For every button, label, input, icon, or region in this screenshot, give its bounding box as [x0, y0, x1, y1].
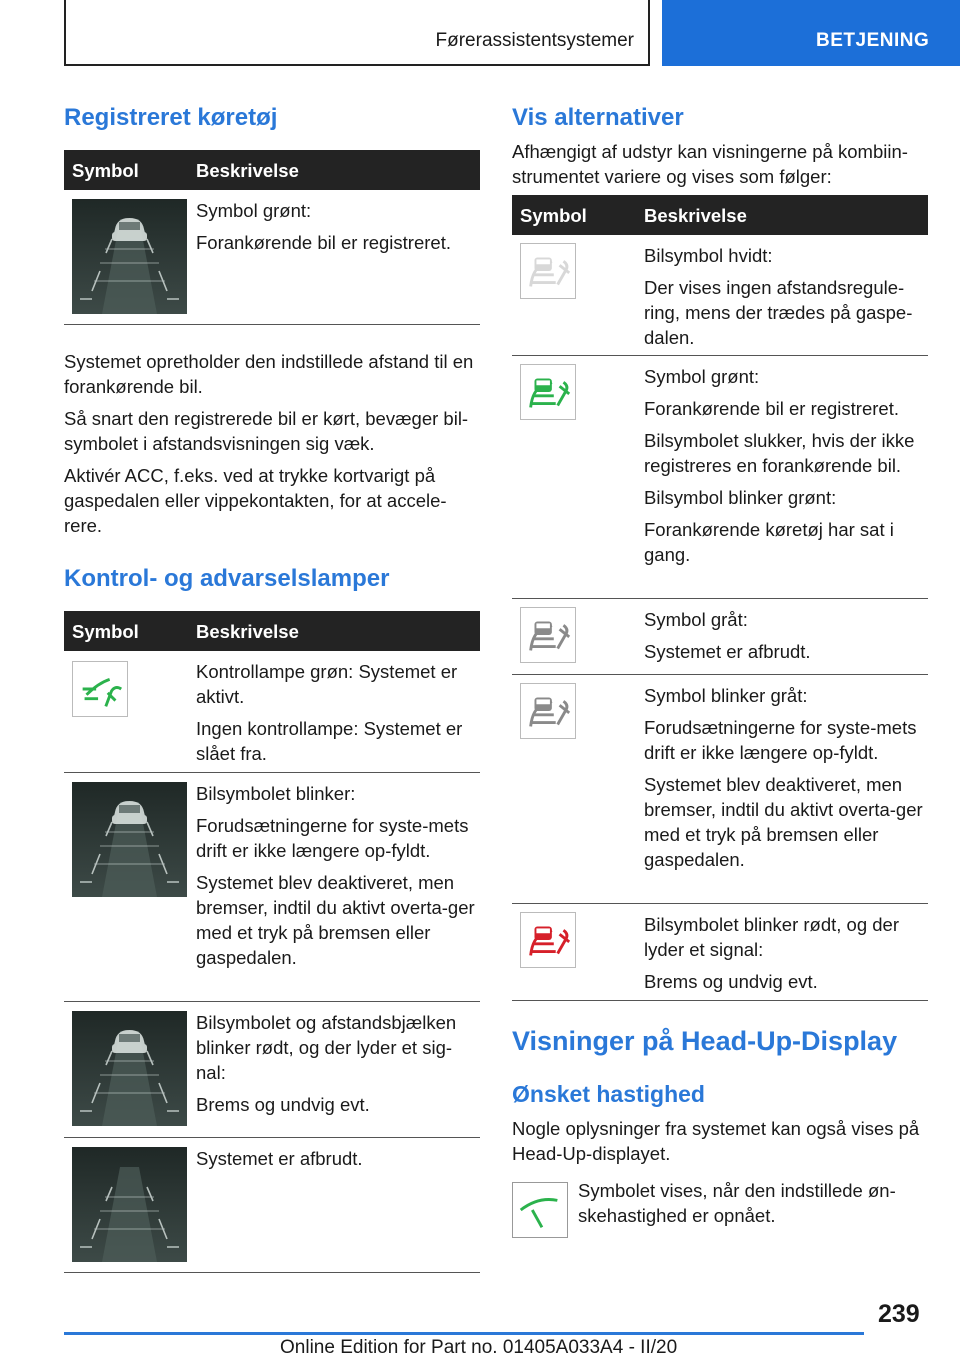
row-description: [196, 659, 480, 773]
road-scene-car-icon: [72, 782, 187, 897]
desc-line: Symbol gråt:: [644, 609, 748, 630]
desc-line: Systemet blev deaktiveret, men bremser, indtil du aktivt overta-ger med et tryk på bremsen eller gaspedalen.: [644, 774, 923, 870]
desc-line: Kontrollampe grøn: Systemet er aktivt.: [196, 661, 458, 707]
row-description: [644, 607, 928, 671]
speed-reached-icon: [512, 1182, 568, 1243]
table-row: [512, 675, 928, 904]
hud-icon-description: Symbolet vises, når den indstillede øn-skehastighed er opnået.: [578, 1180, 896, 1226]
desc-line: Der vises ingen afstandsregule-ring, mens der trædes på gaspe-dalen.: [644, 277, 913, 348]
table-row: [64, 651, 480, 773]
desc-line: Forudsætningerne for syste-mets drift er ikke længere op-fyldt.: [644, 717, 917, 763]
desc-line: Systemet er afbrudt.: [644, 641, 811, 662]
running-header: [64, 0, 650, 66]
desc-line: Bilsymbol hvidt:: [644, 245, 773, 266]
col-symbol: Symbol: [520, 205, 587, 226]
road-scene-car-icon: [72, 199, 187, 314]
desc-line: Symbol blinker gråt:: [644, 685, 808, 706]
road-scene-empty-icon: [72, 1147, 187, 1262]
footer-edition: Online Edition for Part no. 01405A033A4 - II/20: [280, 1337, 678, 1358]
footer-divider: [64, 1332, 864, 1335]
heading-desired-speed: Ønsket hastighed: [512, 1081, 705, 1107]
desc-line: Forankørende køretøj har sat i gang.: [644, 519, 894, 565]
row-description: [644, 243, 928, 357]
col-description: Beskrivelse: [196, 621, 299, 642]
table-row: [512, 599, 928, 675]
table-row: [64, 190, 480, 325]
row-description: [196, 1010, 480, 1124]
road-scene-car-icon: [72, 1011, 187, 1126]
acc-car-green-icon: [520, 364, 576, 420]
heading-lamps: Kontrol- og advarselslamper: [64, 565, 390, 592]
acc-green-icon: [72, 661, 128, 717]
row-description: [196, 198, 480, 262]
table-registered-vehicle: [64, 150, 480, 325]
row-description: [644, 364, 928, 574]
body-text: [64, 349, 480, 545]
table-row: [512, 235, 928, 356]
heading-display-alternatives: Vis alternativer: [512, 104, 684, 131]
desc-line: Brems og undvig evt.: [644, 971, 818, 992]
table-row: [64, 773, 480, 1002]
table-lamps: [64, 611, 480, 1273]
row-description: [196, 1146, 480, 1178]
desc-line: Systemet blev deaktiveret, men bremser, indtil du aktivt overta-ger med et tryk på bremsen eller gaspedalen.: [196, 872, 475, 968]
heading-registered-vehicle: Registreret køretøj: [64, 104, 278, 131]
desc-line: Brems og undvig evt.: [196, 1094, 370, 1115]
table-header: [64, 150, 480, 190]
chapter-tab: [662, 0, 960, 66]
hud-text: Nogle oplysninger fra systemet kan også vises på Head-Up-displayet.: [512, 1118, 920, 1164]
acc-car-gray-icon: [520, 607, 576, 663]
heading-head-up-display: Visninger på Head-Up-Display: [512, 1026, 898, 1056]
acc-car-red-icon: [520, 912, 576, 968]
intro-text: Afhængigt af udstyr kan visningerne på kombiin-strumentet variere og vises som følger:: [512, 141, 908, 187]
row-description: [644, 683, 928, 879]
chapter-tab-label: BETJENING: [816, 30, 930, 51]
paragraph: Så snart den registrerede bil er kørt, bevæger bil-symbolet i afstandsvisningen sig væk.: [64, 408, 469, 454]
paragraph: Systemet opretholder den indstillede afstand til en forankørende bil.: [64, 351, 474, 397]
col-symbol: Symbol: [72, 621, 139, 642]
table-row: [512, 904, 928, 1001]
table-row: [512, 356, 928, 599]
table-header: [512, 195, 928, 235]
table-alternatives: [512, 195, 928, 1001]
acc-car-gray-blinking-icon: [520, 683, 576, 739]
desc-line: Bilsymbol blinker grønt:: [644, 487, 837, 508]
paragraph: Aktivér ACC, f.eks. ved at trykke kortvarigt på gaspedalen eller vippekontakten, for at accele-rere.: [64, 465, 447, 536]
desc-line: Bilsymbolet slukker, hvis der ikke registreres en forankørende bil.: [644, 430, 915, 476]
desc-line: Bilsymbolet blinker rødt, og der lyder et signal:: [644, 914, 899, 960]
page-number: 239: [878, 1300, 920, 1328]
desc-line: Ingen kontrollampe: Systemet er slået fra.: [196, 718, 463, 764]
desc-line: Symbol grønt:: [644, 366, 760, 387]
desc-line: Symbol grønt:: [196, 200, 312, 221]
desc-line: Forudsætningerne for syste-mets drift er ikke længere op-fyldt.: [196, 815, 469, 861]
col-description: Beskrivelse: [196, 160, 299, 181]
desc-line: Bilsymbolet og afstandsbjælken blinker rødt, og der lyder et sig-nal:: [196, 1012, 457, 1083]
col-symbol: Symbol: [72, 160, 139, 181]
col-description: Beskrivelse: [644, 205, 747, 226]
table-header: [64, 611, 480, 651]
row-description: [196, 781, 480, 977]
table-row: [64, 1138, 480, 1273]
desc-line: Forankørende bil er registreret.: [196, 232, 451, 253]
desc-line: Forankørende bil er registreret.: [644, 398, 899, 419]
row-description: [644, 912, 928, 1001]
table-row: [64, 1002, 480, 1138]
section-title: Førerassistentsystemer: [435, 30, 634, 51]
acc-car-white-icon: [520, 243, 576, 299]
desc-line: Bilsymbolet blinker:: [196, 783, 356, 804]
desc-line: Systemet er afbrudt.: [196, 1148, 363, 1169]
